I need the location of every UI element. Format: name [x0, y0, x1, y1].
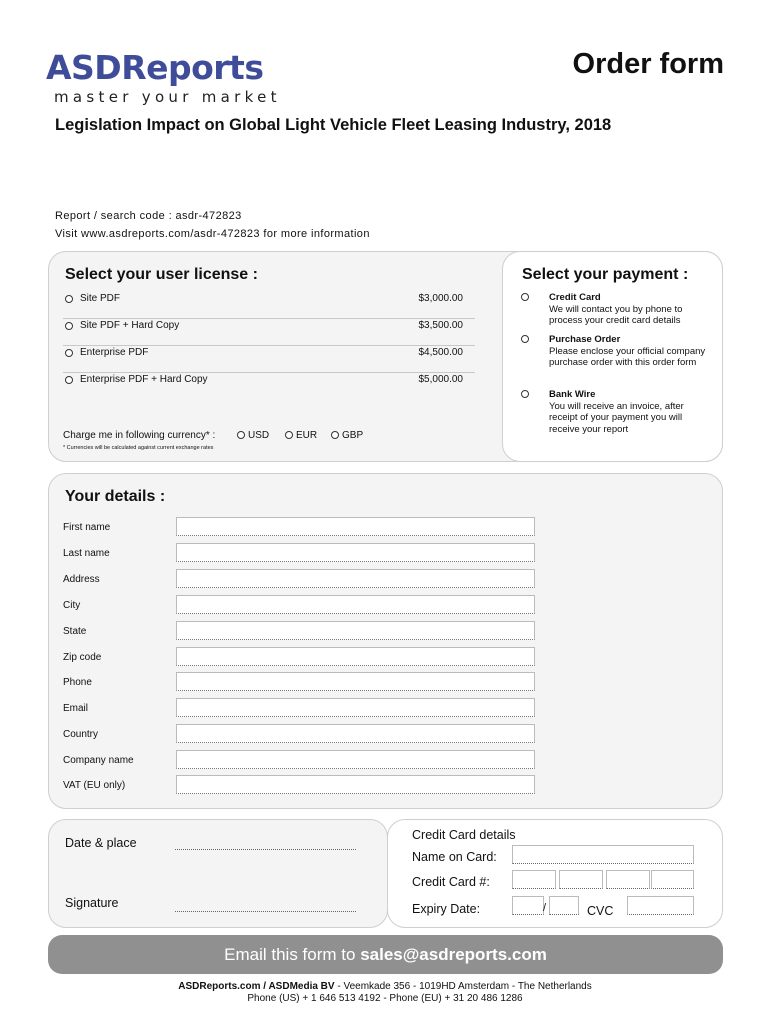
currency-label-text: EUR — [296, 430, 318, 441]
field-label: City — [63, 600, 81, 611]
card-number-input-3[interactable] — [606, 870, 650, 889]
details-title: Your details : — [65, 488, 166, 505]
email-address[interactable]: sales@asdreports.com — [360, 945, 547, 964]
license-price: $5,000.00 — [418, 374, 463, 385]
field-label: First name — [63, 522, 111, 533]
logo-tagline: master your market — [54, 88, 281, 106]
license-label: Enterprise PDF + Hard Copy — [80, 374, 208, 385]
city-input[interactable] — [176, 595, 535, 614]
phone-input[interactable] — [176, 672, 535, 691]
payment-title: Select your payment : — [522, 266, 689, 283]
vat-input[interactable] — [176, 775, 535, 794]
license-price: $3,500.00 — [418, 320, 463, 331]
payment-panel — [502, 251, 723, 462]
radio-button[interactable] — [285, 431, 293, 439]
name-on-card-label: Name on Card: — [412, 850, 497, 864]
radio-button[interactable] — [65, 322, 73, 330]
field-label: Email — [63, 703, 89, 714]
currency-label-text: USD — [248, 430, 270, 441]
date-place-label: Date & place — [65, 836, 137, 850]
license-price: $3,000.00 — [418, 293, 463, 304]
email-prefix: Email this form to — [224, 945, 361, 964]
field-label: Zip code — [63, 652, 102, 663]
credit-card-panel — [387, 819, 723, 928]
card-number-label: Credit Card #: — [412, 875, 490, 889]
expiry-month-input[interactable] — [512, 896, 547, 915]
last-name-input[interactable] — [176, 543, 535, 562]
license-title: Select your user license : — [65, 266, 258, 283]
zip-code-input[interactable] — [176, 647, 535, 666]
address-input[interactable] — [176, 569, 535, 588]
card-number-input-4[interactable] — [651, 870, 694, 889]
license-option[interactable] — [63, 346, 475, 373]
payment-option-title: Bank Wire — [549, 389, 596, 400]
radio-button[interactable] — [65, 349, 73, 357]
credit-card-title: Credit Card details — [412, 828, 516, 842]
currency-label: Charge me in following currency* : — [63, 430, 216, 441]
radio-button[interactable] — [237, 431, 245, 439]
payment-option-desc: You will receive an invoice, after receipt of your payment you will receive your report — [549, 400, 684, 435]
footer-address-text: - Veemkade 356 - 1019HD Amsterdam - The Netherlands — [334, 981, 592, 992]
email-form-banner[interactable] — [48, 935, 723, 974]
payment-option-desc: We will contact you by phone to process your credit card details — [549, 303, 683, 326]
footer-address — [0, 981, 770, 992]
radio-button[interactable] — [65, 295, 73, 303]
name-on-card-input[interactable] — [512, 845, 694, 864]
field-label: Last name — [63, 548, 110, 559]
field-label: VAT (EU only) — [63, 780, 126, 791]
payment-option-title: Purchase Order — [549, 334, 621, 345]
currency-note: * Currencies will be calculated against current exchange rates — [63, 445, 214, 451]
field-label: Country — [63, 729, 99, 740]
details-panel — [48, 473, 723, 809]
radio-button[interactable] — [331, 431, 339, 439]
asdreports-logo — [46, 50, 281, 106]
state-input[interactable] — [176, 621, 535, 640]
card-number-input-1[interactable] — [512, 870, 556, 889]
company-name-input[interactable] — [176, 750, 535, 769]
first-name-input[interactable] — [176, 517, 535, 536]
license-label: Enterprise PDF — [80, 347, 149, 358]
card-number-input-2[interactable] — [559, 870, 603, 889]
signature-panel — [48, 819, 388, 928]
search-code: Report / search code : asdr-472823 — [55, 210, 242, 222]
radio-button[interactable] — [521, 390, 529, 398]
expiry-separator: / — [543, 902, 547, 914]
license-option[interactable] — [63, 292, 475, 319]
email-input[interactable] — [176, 698, 535, 717]
payment-option-title: Credit Card — [549, 292, 601, 303]
expiry-date-label: Expiry Date: — [412, 902, 481, 916]
footer-company: ASDReports.com / ASDMedia BV — [178, 981, 335, 992]
radio-button[interactable] — [65, 376, 73, 384]
field-label: State — [63, 626, 87, 637]
country-input[interactable] — [176, 724, 535, 743]
form-title: Order form — [572, 48, 724, 80]
license-option[interactable] — [63, 373, 475, 400]
radio-button[interactable] — [521, 293, 529, 301]
signature-field[interactable] — [175, 900, 356, 912]
footer-phones: Phone (US) + 1 646 513 4192 - Phone (EU) + 31 20 486 1286 — [247, 993, 523, 1004]
cvc-input[interactable] — [627, 896, 694, 915]
date-place-field[interactable] — [175, 838, 356, 850]
radio-button[interactable] — [521, 335, 529, 343]
field-label: Address — [63, 574, 100, 585]
license-label: Site PDF — [80, 293, 121, 304]
logo-name: ASDReports — [46, 48, 264, 87]
cvc-label: CVC — [587, 904, 614, 918]
license-option[interactable] — [63, 319, 475, 346]
report-title: Legislation Impact on Global Light Vehicle Fleet Leasing Industry, 2018 — [55, 116, 612, 134]
field-label: Phone — [63, 677, 92, 688]
field-label: Company name — [63, 755, 134, 766]
expiry-year-input[interactable] — [549, 896, 579, 915]
license-price: $4,500.00 — [418, 347, 463, 358]
signature-label: Signature — [65, 896, 119, 910]
visit-link-text[interactable]: Visit www.asdreports.com/asdr-472823 for more information — [55, 228, 370, 240]
currency-label-text: GBP — [342, 430, 364, 441]
payment-option-desc: Please enclose your official company purchase order with this order form — [549, 345, 706, 368]
license-label: Site PDF + Hard Copy — [80, 320, 180, 331]
